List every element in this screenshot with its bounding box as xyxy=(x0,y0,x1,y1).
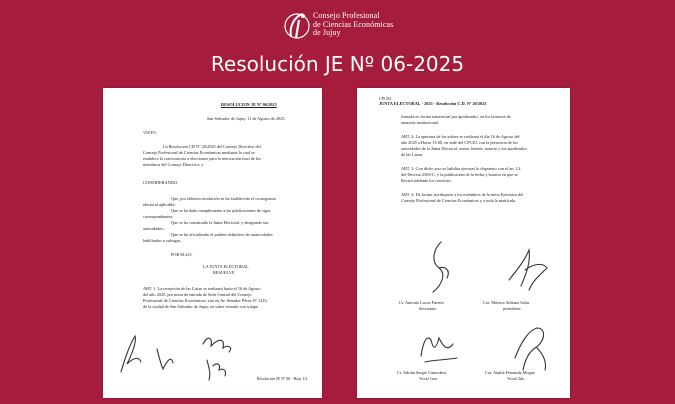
logo-line-1: Consejo Profesional xyxy=(313,11,380,20)
article-4-line: Consejo Profesional de Ciencias Económicas y a toda la matrícula. xyxy=(401,198,517,203)
considerando-line: correspondientes; xyxy=(143,214,174,219)
considerando-label: CONSIDERANDO: xyxy=(143,180,179,185)
visto-line: Consejo Profesional de Ciencias Económicas mediante la cual se xyxy=(143,150,255,155)
continuation-line: firmada en forma transversal por apoderados, en los horarios de xyxy=(401,114,511,119)
signatory-1-role: Secretario xyxy=(419,306,437,311)
signature-icon xyxy=(415,326,461,368)
visto-line: miembros del Consejo Directivo; y xyxy=(143,162,204,167)
article-1-line: Profesional de Ciencias Económicas, sito en Av. Senador Pérez Nº 1216, xyxy=(143,298,268,303)
signatory-3-name: Cr. Adrián Sergio Camodeca xyxy=(397,370,447,375)
resolution-date: San Salvador de Jujuy, 11 de Agosto de 2025. xyxy=(207,116,286,121)
page-2-header-title: JUNTA ELECTORAL - 2025 - Resolución C.D. Nº 20/2025 xyxy=(379,101,487,106)
article-2-line: ART. 2: La apertura de los sobres se realizará el día 16 de Agosto del xyxy=(401,134,520,139)
article-3-line: ART. 3: Con dicho acto se habilita ejecutar lo dispuesto con el art. 13, xyxy=(401,166,522,171)
signatory-4-role: Vocal 2do. xyxy=(507,376,526,381)
signature-icon xyxy=(199,330,235,382)
signature-icon xyxy=(503,240,551,296)
article-3-line: del Decreto 2506-C, y la publicación de la fecha y horario en que se xyxy=(401,172,518,177)
council-logo xyxy=(283,6,403,46)
article-2-line: autoridades de la Junta Electoral, asesor letrado, notario y los apoderados xyxy=(401,146,527,151)
page-title: Resolución JE Nº 06-2025 xyxy=(210,52,465,76)
continuation-line: atención institucional. xyxy=(401,120,439,125)
resolution-heading: RESOLUCION JE Nº 06/2025 xyxy=(221,102,277,107)
logo-text xyxy=(313,12,393,38)
considerando-line: Que, por idéntica resolución se ha establecido el cronograma xyxy=(171,196,276,201)
signature-icon xyxy=(507,318,553,374)
article-2-line: año 2025 a Horas 13:00, en sede del CPCEJ, con la presencia de los xyxy=(401,140,518,145)
article-1-line: del año 2025, por mesa de entrada de Sede Central del Consejo xyxy=(143,292,252,297)
considerando-line: Que se ha constituido la Junta Electoral, y designado sus xyxy=(171,220,269,225)
visto-line: La Resolución CD Nº 20/2025 del Consejo Directivo del xyxy=(163,144,261,149)
considerando-line: habilitados a sufragar; xyxy=(143,238,182,243)
council-emblem-icon xyxy=(283,8,311,44)
considerando-line: Que se ha oficializado el padrón definitivo de matriculados xyxy=(171,232,273,237)
document-page-2 xyxy=(357,88,570,398)
visto-label: VISTO: xyxy=(143,130,157,135)
considerando-line: Que se ha dado cumplimiento a las publicaciones de rigor xyxy=(171,208,271,213)
signatory-1-name: Cr. Antonio Lucas Fuertes xyxy=(399,300,445,305)
signatory-4-name: Cra. Analía Fernanda Mogue xyxy=(485,370,535,375)
visto-line: establece la convocatoria a elecciones para la renovación total de los xyxy=(143,156,261,161)
resolve-line-1: LA JUNTA ELECTORAL xyxy=(203,264,249,269)
document-page-1 xyxy=(103,88,322,398)
considerando-line: electoral aplicable; xyxy=(143,202,176,207)
considerando-line: autoridades; xyxy=(143,226,164,231)
article-1-line: de la ciudad de San Salvador de Jujuy, en sobre cerrado con solapa xyxy=(143,304,258,309)
page-footer: Resolución JE Nº 06 - Hoja 1/2 xyxy=(257,376,308,381)
article-4-line: ART. 4: De forma, notifíquese a los miembros de la mesa Ejecutiva del xyxy=(401,192,524,197)
logo-line-2: de Ciencias Económicas xyxy=(313,19,394,29)
page-2-header-org: CPCEJ xyxy=(379,96,392,101)
logo-line-3: de Jujuy xyxy=(313,28,341,37)
signature-icon xyxy=(153,343,177,373)
signature-icon xyxy=(421,238,461,298)
signatory-3-role: Vocal 1ero xyxy=(419,376,438,381)
signatory-2-name: Cra. Mónica Adriana Salas xyxy=(483,300,530,305)
article-2-line: de las Listas. xyxy=(401,152,424,157)
article-3-line: llevará adelante los comicios. xyxy=(401,178,452,183)
signature-icon xyxy=(115,328,145,378)
article-1-line: ART. 1: La recepción de las Listas se realizará hasta el 16 de Agosto xyxy=(143,286,261,291)
por-ello-label: POR ELLO; xyxy=(171,252,193,257)
resolve-line-2: RESUELVE xyxy=(213,270,235,275)
signatory-2-role: presidente xyxy=(503,306,521,311)
